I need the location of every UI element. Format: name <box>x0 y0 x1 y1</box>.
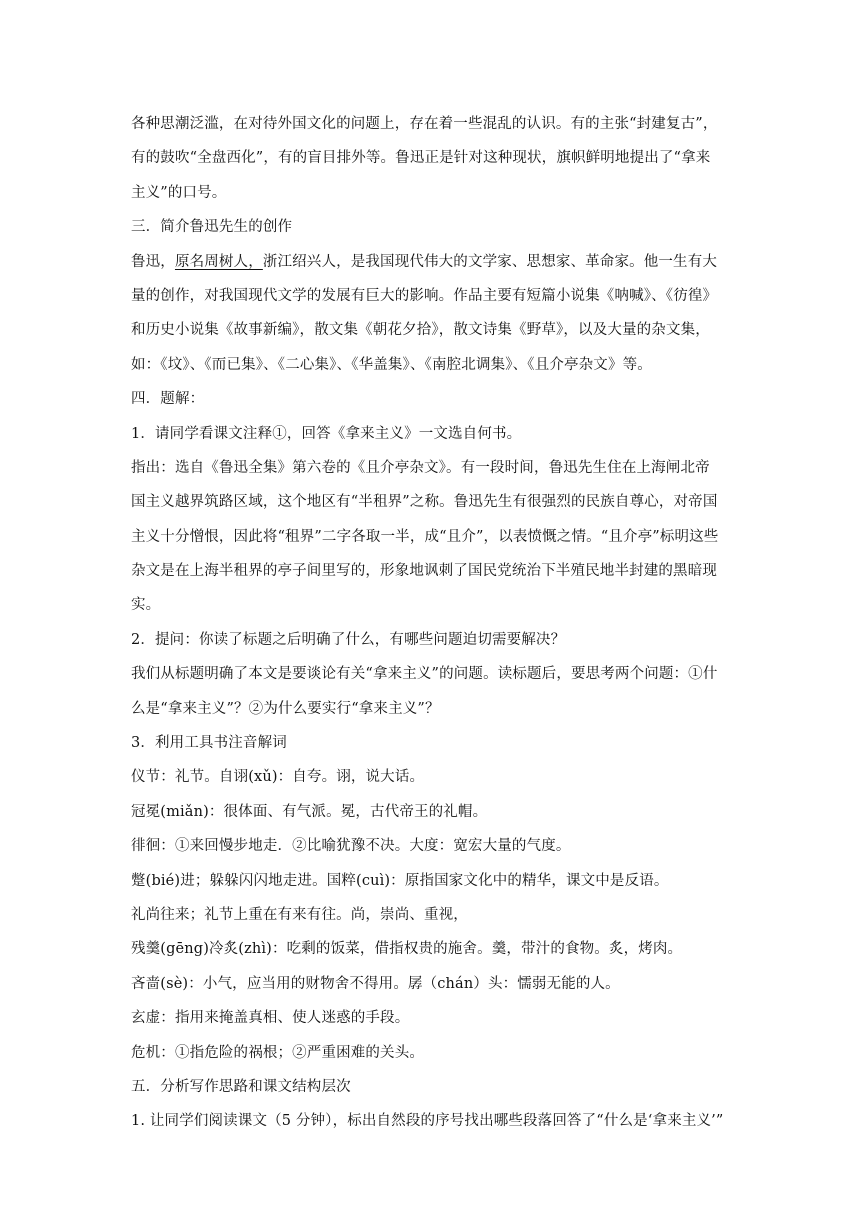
text-line: 和历史小说集《故事新编》，散文集《朝花夕拾》，散文诗集《野草》，以及大量的杂文集， <box>131 322 710 339</box>
text-line: 仪节：礼节。自诩(xǔ)：自夸。诩，说大话。 <box>131 769 425 786</box>
text-line: 国主义越界筑路区域，这个地区有“半租界”之称。鲁迅先生有很强烈的民族自尊心，对帝国 <box>131 494 718 511</box>
text-line: 危机：①指危险的祸根；②严重困难的关头。 <box>131 1044 424 1061</box>
text-line: 杂文是在上海半租界的亭子间里写的，形象地讽刺了国民党统治下半殖民地半封建的黑暗现 <box>131 563 717 580</box>
text-line: 2．提问：你读了标题之后明确了什么，有哪些问题迫切需要解决？ <box>131 631 566 648</box>
text-line: 玄虚：指用来掩盖真相、使人迷惑的手段。 <box>131 1010 410 1027</box>
text-line: 如：《坟》、《而已集》、《二心集》、《华盖集》、《南腔北调集》、《且介亭杂文》等。 <box>131 356 652 373</box>
section-heading: 三．简介鲁迅先生的创作 <box>131 219 293 236</box>
section-heading: 五．分析写作思路和课文结构层次 <box>131 1078 351 1095</box>
text-line: 么是“拿来主义”？②为什么要实行“拿来主义”？ <box>131 700 440 717</box>
text-line: 有的鼓吹“全盘西化”，有的盲目排外等。鲁迅正是针对这种现状，旗帜鲜明地提出了“拿来 <box>131 150 711 167</box>
text-segment: 浙江绍兴人，是我国现代伟大的文学家、思想家、革命家。他一生有大 <box>262 253 718 270</box>
text-line: 主义”的口号。 <box>131 184 227 201</box>
text-line: 3．利用工具书注音解词 <box>131 735 287 752</box>
underlined-text: 原名周树人， <box>174 253 263 270</box>
text-line: 量的创作，对我国现代文学的发展有巨大的影响。作品主要有短篇小说集《呐喊》、《彷徨》 <box>131 287 718 304</box>
text-line: 蹩(bié)进；躲躲闪闪地走进。国粹(cuì)：原指国家文化中的精华，课文中是反语。 <box>131 872 669 889</box>
text-line: 徘徊：①来回慢步地走．②比喻犹豫不决。大度：宽宏大量的气度。 <box>131 838 571 855</box>
text-line: 实。 <box>131 597 161 614</box>
text-line: 残羹(gēng)冷炙(zhì)：吃剩的饭菜，借指权贵的施舍。羹，带汁的食物。炙，烤肉。 <box>131 941 683 958</box>
document-body <box>131 107 731 1139</box>
text-line: 我们从标题明确了本文是要谈论有关“拿来主义”的问题。读标题后，要思考两个问题：①什 <box>131 666 718 683</box>
text-segment: 鲁迅， <box>131 253 175 270</box>
text-line <box>131 245 731 279</box>
text-line: 主义十分憎恨，因此将“租界”二字各取一半，成“且介”，以表愤慨之情。“且介亭”标明这些 <box>131 528 719 545</box>
text-line: 1．请同学看课文注释①，回答《拿来主义》一文选自何书。 <box>131 425 522 442</box>
text-line: 礼尚往来；礼节上重在有来有往。尚，崇尚、重视， <box>131 906 468 923</box>
text-line: 吝啬(sè)：小气，应当用的财物舍不得用。孱（chán）头：懦弱无能的人。 <box>131 975 620 992</box>
text-line: 1. 让同学们阅读课文（5 分钟），标出自然段的序号找出哪些段落回答了“什么是‘拿来主义’” <box>131 1113 724 1130</box>
text-line: 冠冕(miǎn)：很体面、有气派。冕，古代帝王的礼帽。 <box>131 803 488 820</box>
text-line: 各种思潮泛滥，在对待外国文化的问题上，存在着一些混乱的认识。有的主张“封建复古”， <box>131 116 718 132</box>
section-heading: 四．题解： <box>131 391 205 408</box>
text-line: 指出：选自《鲁迅全集》第六卷的《且介亭杂文》。有一段时间，鲁迅先生住在上海闸北帝 <box>131 459 710 476</box>
